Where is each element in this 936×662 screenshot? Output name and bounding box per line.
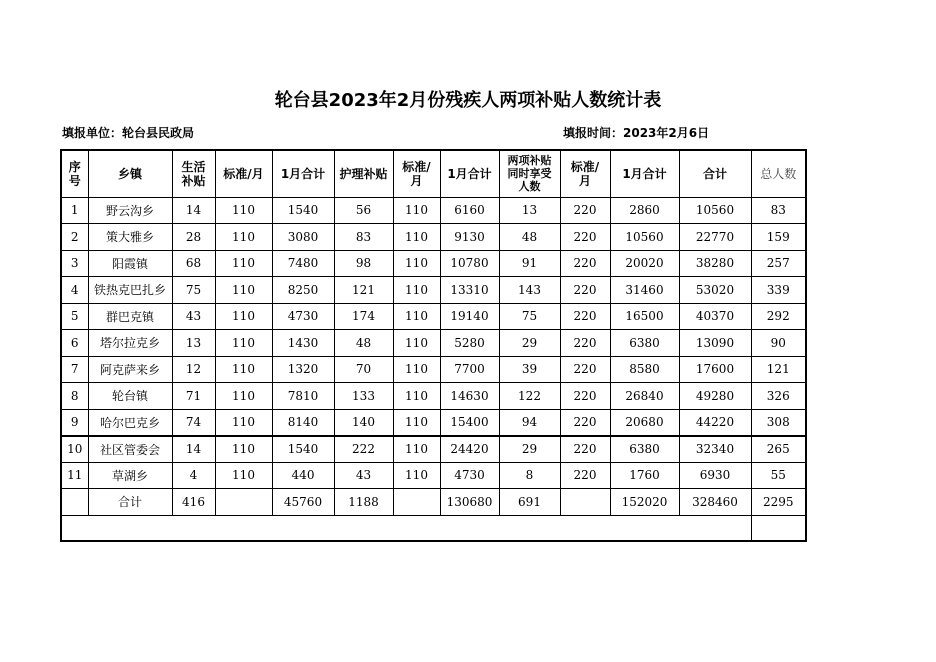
cell-town: 社区管委会 [88,436,172,463]
cell-t3: 6380 [610,330,679,357]
cell-care: 133 [334,383,393,410]
cell-town: 轮台镇 [88,383,172,410]
cell-people: 159 [751,224,806,251]
total-sum: 328460 [679,489,751,516]
cell-t2: 4730 [440,462,499,489]
cell-t1: 8140 [272,409,334,436]
cell-t2: 15400 [440,409,499,436]
cell-no: 9 [61,409,88,436]
cell-t3: 20680 [610,409,679,436]
cell-t1: 3080 [272,224,334,251]
header-standard-3: 标准/ 月 [560,150,610,197]
cell-people: 257 [751,250,806,277]
cell-t2: 14630 [440,383,499,410]
cell-living: 12 [172,356,215,383]
cell-no: 7 [61,356,88,383]
cell-living: 68 [172,250,215,277]
cell-people: 326 [751,383,806,410]
cell-living: 14 [172,436,215,463]
cell-living: 71 [172,383,215,410]
total-t1: 45760 [272,489,334,516]
cell-std3: 220 [560,383,610,410]
total-both: 691 [499,489,560,516]
cell-people: 308 [751,409,806,436]
cell-both: 91 [499,250,560,277]
cell-town: 塔尔拉克乡 [88,330,172,357]
table-row [61,303,806,330]
cell-t2: 5280 [440,330,499,357]
cell-people: 90 [751,330,806,357]
cell-std3: 220 [560,250,610,277]
cell-std3: 220 [560,436,610,463]
cell-care: 174 [334,303,393,330]
total-label: 合计 [88,489,172,516]
cell-sum: 38280 [679,250,751,277]
header-care-subsidy: 护理补贴 [334,150,393,197]
cell-std3: 220 [560,277,610,304]
table-row [61,197,806,224]
cell-std1: 110 [215,436,272,463]
cell-std2: 110 [393,462,440,489]
cell-std3: 220 [560,330,610,357]
cell-people: 339 [751,277,806,304]
cell-people: 83 [751,197,806,224]
cell-both: 29 [499,330,560,357]
cell-std1: 110 [215,250,272,277]
header-both-subsidies: 两项补贴 同时享受 人数 [499,150,560,197]
cell-sum: 17600 [679,356,751,383]
cell-sum: 49280 [679,383,751,410]
cell-std1: 110 [215,197,272,224]
cell-both: 39 [499,356,560,383]
cell-people: 265 [751,436,806,463]
blank-cell-last [751,515,806,541]
cell-sum: 13090 [679,330,751,357]
cell-no: 11 [61,462,88,489]
cell-no: 1 [61,197,88,224]
total-t3: 152020 [610,489,679,516]
cell-t2: 13310 [440,277,499,304]
cell-std2: 110 [393,277,440,304]
cell-std1: 110 [215,462,272,489]
cell-town: 哈尔巴克乡 [88,409,172,436]
table-row [61,436,806,463]
cell-care: 140 [334,409,393,436]
blank-row [61,515,806,541]
total-empty-cell [393,489,440,516]
cell-std2: 110 [393,436,440,463]
cell-std1: 110 [215,330,272,357]
cell-both: 122 [499,383,560,410]
cell-t3: 8580 [610,356,679,383]
header-row [61,150,806,197]
cell-std2: 110 [393,383,440,410]
cell-town: 策大雅乡 [88,224,172,251]
table-row [61,330,806,357]
cell-living: 28 [172,224,215,251]
total-care: 1188 [334,489,393,516]
cell-t1: 1320 [272,356,334,383]
cell-town: 铁热克巴扎乡 [88,277,172,304]
header-seq: 序 号 [61,150,88,197]
total-empty-cell [215,489,272,516]
cell-std1: 110 [215,356,272,383]
cell-both: 48 [499,224,560,251]
cell-t3: 26840 [610,383,679,410]
table-row [61,356,806,383]
cell-no: 2 [61,224,88,251]
cell-t2: 24420 [440,436,499,463]
cell-sum: 22770 [679,224,751,251]
cell-t3: 31460 [610,277,679,304]
cell-living: 13 [172,330,215,357]
header-sum: 合计 [679,150,751,197]
cell-town: 群巴克镇 [88,303,172,330]
cell-both: 29 [499,436,560,463]
cell-no: 4 [61,277,88,304]
cell-std3: 220 [560,462,610,489]
cell-std1: 110 [215,409,272,436]
fill-unit: 填报单位：轮台县民政局 [62,126,195,140]
cell-both: 8 [499,462,560,489]
cell-t2: 9130 [440,224,499,251]
cell-std1: 110 [215,383,272,410]
cell-t3: 1760 [610,462,679,489]
cell-sum: 40370 [679,303,751,330]
cell-living: 4 [172,462,215,489]
total-people: 2295 [751,489,806,516]
table-row [61,250,806,277]
sheet-title: 轮台县2023年2月份残疾人两项补贴人数统计表 [274,90,662,111]
table-row [61,409,806,436]
cell-people: 121 [751,356,806,383]
cell-t3: 20020 [610,250,679,277]
cell-std1: 110 [215,224,272,251]
header-total-2: 1月合计 [440,150,499,197]
cell-t1: 440 [272,462,334,489]
table-row [61,383,806,410]
cell-std2: 110 [393,303,440,330]
cell-no: 3 [61,250,88,277]
cell-t1: 1430 [272,330,334,357]
cell-people: 292 [751,303,806,330]
cell-std2: 110 [393,224,440,251]
cell-std2: 110 [393,356,440,383]
table-row [61,462,806,489]
blank-cell [61,515,751,541]
cell-no: 8 [61,383,88,410]
cell-care: 121 [334,277,393,304]
total-t2: 130680 [440,489,499,516]
cell-std3: 220 [560,197,610,224]
cell-t3: 6380 [610,436,679,463]
cell-care: 43 [334,462,393,489]
cell-sum: 10560 [679,197,751,224]
total-living: 416 [172,489,215,516]
cell-std2: 110 [393,330,440,357]
cell-living: 74 [172,409,215,436]
cell-sum: 6930 [679,462,751,489]
cell-living: 14 [172,197,215,224]
cell-no: 6 [61,330,88,357]
cell-town: 野云沟乡 [88,197,172,224]
cell-sum: 32340 [679,436,751,463]
cell-people: 55 [751,462,806,489]
cell-std3: 220 [560,224,610,251]
header-total-3: 1月合计 [610,150,679,197]
table-row [61,277,806,304]
cell-t3: 10560 [610,224,679,251]
cell-care: 70 [334,356,393,383]
header-living-subsidy: 生活 补贴 [172,150,215,197]
total-empty-cell [61,489,88,516]
cell-care: 56 [334,197,393,224]
statistics-table [60,149,807,542]
cell-town: 阿克萨来乡 [88,356,172,383]
cell-living: 43 [172,303,215,330]
cell-std3: 220 [560,356,610,383]
cell-t1: 4730 [272,303,334,330]
cell-care: 222 [334,436,393,463]
cell-t2: 7700 [440,356,499,383]
cell-t2: 6160 [440,197,499,224]
cell-std3: 220 [560,303,610,330]
cell-t2: 10780 [440,250,499,277]
total-empty-cell [560,489,610,516]
cell-both: 75 [499,303,560,330]
cell-std2: 110 [393,409,440,436]
cell-t1: 7810 [272,383,334,410]
cell-t3: 2860 [610,197,679,224]
cell-std2: 110 [393,197,440,224]
cell-living: 75 [172,277,215,304]
cell-t1: 7480 [272,250,334,277]
cell-t1: 1540 [272,197,334,224]
totals-row [61,489,806,516]
header-standard-1: 标准/月 [215,150,272,197]
cell-care: 98 [334,250,393,277]
cell-std1: 110 [215,303,272,330]
cell-sum: 53020 [679,277,751,304]
cell-both: 94 [499,409,560,436]
cell-t2: 19140 [440,303,499,330]
cell-care: 48 [334,330,393,357]
cell-sum: 44220 [679,409,751,436]
fill-date: 填报时间：2023年2月6日 [563,126,710,140]
header-standard-2: 标准/ 月 [393,150,440,197]
cell-t1: 8250 [272,277,334,304]
table-row [61,224,806,251]
header-total-1: 1月合计 [272,150,334,197]
cell-both: 13 [499,197,560,224]
cell-std1: 110 [215,277,272,304]
header-town: 乡镇 [88,150,172,197]
cell-std3: 220 [560,409,610,436]
cell-t3: 16500 [610,303,679,330]
cell-no: 5 [61,303,88,330]
cell-care: 83 [334,224,393,251]
cell-no: 10 [61,436,88,463]
header-people: 总人数 [751,150,806,197]
cell-town: 阳霞镇 [88,250,172,277]
cell-both: 143 [499,277,560,304]
cell-t1: 1540 [272,436,334,463]
cell-std2: 110 [393,250,440,277]
cell-town: 草湖乡 [88,462,172,489]
